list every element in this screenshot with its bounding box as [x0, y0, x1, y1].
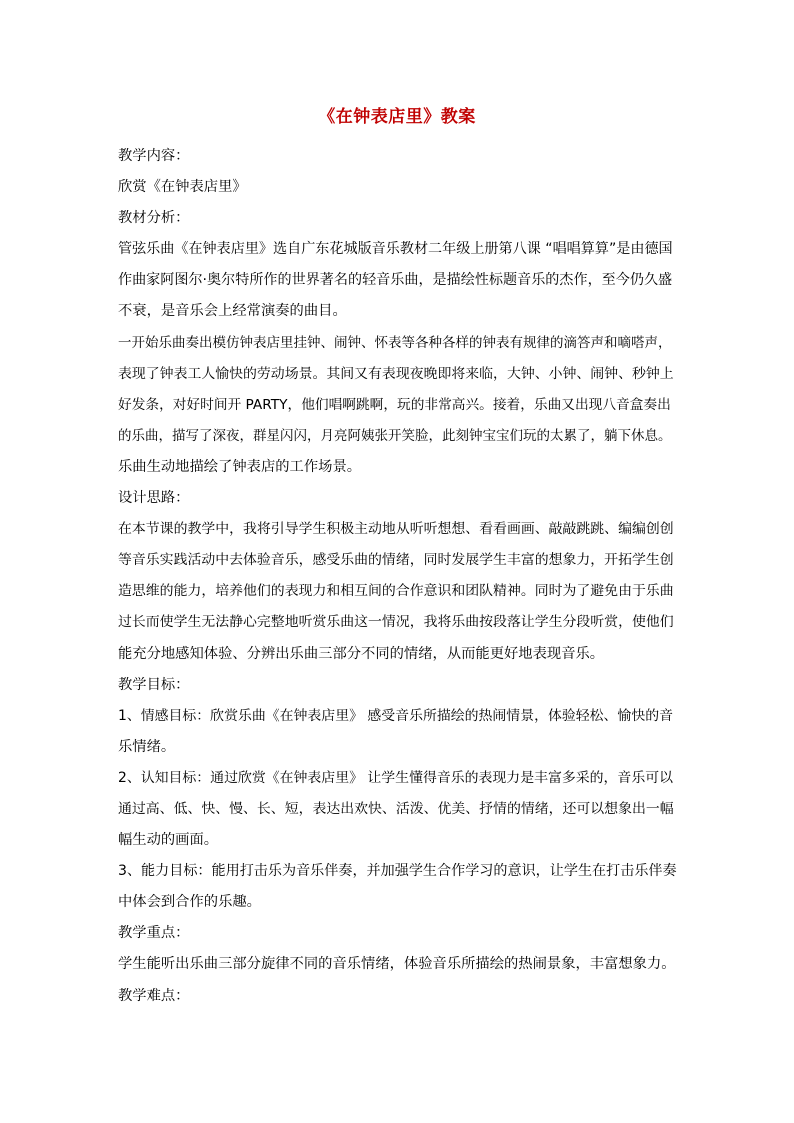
- text-line: 在本节课的教学中，我将引导学生积极主动地从听听想想、看看画画、敲敲跳跳、编编创创: [118, 521, 674, 538]
- text-line: 过长而使学生无法静心完整地听赏乐曲这一情况，我将乐曲按段落让学生分段听赏，使他们: [118, 614, 674, 631]
- text-line: 表现了钟表工人愉快的劳动场景。其间又有表现夜晚即将来临，大钟、小钟、闹钟、秒钟上: [118, 365, 674, 382]
- text-line: 造思维的能力，培养他们的表现力和相互间的合作意识和团队精神。同时为了避免由于乐曲: [118, 583, 674, 600]
- text-line: 不衰，是音乐会上经常演奏的曲目。: [118, 303, 347, 320]
- text-line: 乐情绪。: [118, 738, 176, 755]
- text-line: 等音乐实践活动中去体验音乐，感受乐曲的情绪，同时发展学生丰富的想象力，开拓学生创: [118, 552, 674, 569]
- document-body: [118, 141, 678, 1012]
- text-line: 好发条，对好时间开 PARTY，他们唱啊跳啊，玩的非常高兴。接着，乐曲又出现八音盒奏出: [118, 396, 671, 413]
- text-line: 作曲家阿图尔·奥尔特所作的世界著名的轻音乐曲，是描绘性标题音乐的杰作，至今仍久盛: [118, 272, 673, 289]
- text-line: 1、情感目标：欣赏乐曲《在钟表店里》 感受音乐所描绘的热闹情景，体验轻松、愉快的音: [118, 707, 673, 724]
- text-line: 3、能力目标：能用打击乐为音乐伴奏，并加强学生合作学习的意识，让学生在打击乐伴奏: [118, 863, 677, 880]
- text-line: 教材分析：: [118, 210, 190, 227]
- text-line: 教学目标：: [118, 676, 190, 693]
- text-line: 管弦乐曲《在钟表店里》选自广东花城版音乐教材二年级上册第八课 “唱唱算算”是由德国: [118, 241, 673, 258]
- text-line: 乐曲生动地描绘了钟表店的工作场景。: [118, 458, 362, 475]
- text-line: 通过高、低、快、慢、长、短，表达出欢快、活泼、优美、抒情的情绪，还可以想象出一幅: [118, 800, 674, 817]
- text-line: 欣赏《在钟表店里》: [118, 179, 247, 196]
- document-title: 《在钟表店里》教案: [318, 107, 476, 127]
- text-line: 2、认知目标：通过欣赏《在钟表店里》 让学生懂得音乐的表现力是丰富多采的，音乐可以: [118, 769, 673, 786]
- text-line: 教学难点：: [118, 987, 190, 1004]
- text-line: 一开始乐曲奏出模仿钟表店里挂钟、闹钟、怀表等各种各样的钟表有规律的滴答声和嘀嗒声，: [118, 334, 672, 351]
- text-line: 设计思路：: [118, 490, 190, 507]
- text-line: 的乐曲，描写了深夜，群星闪闪，月亮阿姨张开笑脸，此刻钟宝宝们玩的太累了，躺下休息。: [118, 427, 672, 444]
- text-line: 中体会到合作的乐趣。: [118, 894, 261, 911]
- text-line: 能充分地感知体验、分辨出乐曲三部分不同的情绪，从而能更好地表现音乐。: [118, 645, 605, 662]
- text-line: 幅生动的画面。: [118, 832, 219, 849]
- text-line: 教学重点：: [118, 925, 190, 942]
- text-line: 教学内容：: [118, 148, 190, 164]
- text-line: 学生能听出乐曲三部分旋律不同的音乐情绪，体验音乐所描绘的热闹景象，丰富想象力。: [118, 956, 676, 973]
